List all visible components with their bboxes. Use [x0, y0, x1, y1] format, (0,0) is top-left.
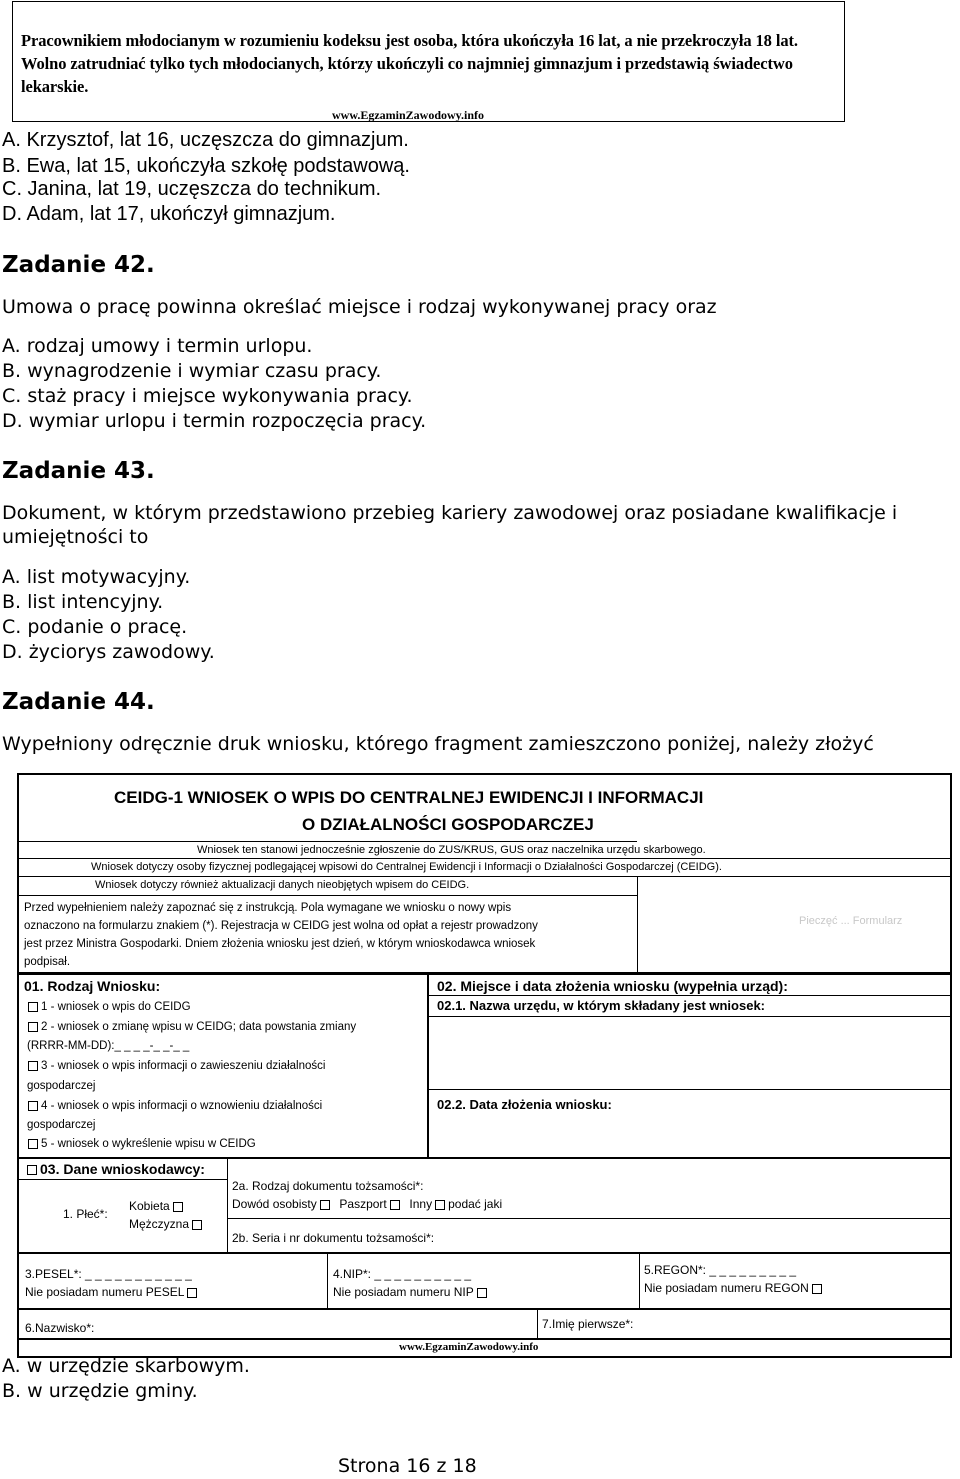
checkbox-icon [477, 1288, 487, 1298]
checkbox-icon [28, 1061, 38, 1071]
field-2a: 2a. Rodzaj dokumentu tożsamości*: [232, 1179, 424, 1193]
field-no-regon: Nie posiadam numeru REGON [644, 1281, 825, 1295]
checkbox-icon [390, 1200, 400, 1210]
option-3: 3 - wniosek o wpis informacji o zawieszeniu działalności [25, 1060, 325, 1072]
option-5: 5 - wniosek o wykreślenie wpisu w CEIDG [25, 1138, 256, 1150]
option-2: 2 - wniosek o zmianę wpisu w CEIDG; data powstania zmiany [25, 1021, 356, 1033]
field-02-1: 02.1. Nazwa urzędu, w którym składany jest wniosek: [437, 998, 766, 1013]
question-text: Umowa o pracę powinna określać miejsce i rodzaj wykonywanej pracy oraz [2, 296, 717, 318]
option-3-cont: gospodarczej [27, 1080, 96, 1092]
option-4: 4 - wniosek o wpis informacji o wznowieniu działalności [25, 1100, 322, 1112]
checkbox-icon [28, 1022, 38, 1032]
option-4-cont: gospodarczej [27, 1119, 96, 1131]
section-02-title: 02. Miejsce i data złożenia wniosku (wypełnia urząd): [437, 978, 788, 994]
answer-a: A. rodzaj umowy i termin urlopu. [2, 335, 313, 357]
answer-c: C. staż pracy i miejsce wykonywania pracy. [2, 385, 413, 407]
question-text: Wypełniony odręcznie druk wniosku, którego fragment zamieszczono poniżej, należy złożyć [2, 733, 874, 755]
answer-b: B. wynagrodzenie i wymiar czasu pracy. [2, 360, 382, 382]
page-number: Strona 16 z 18 [338, 1455, 477, 1477]
scanned-question-text: Pracownikiem młodocianym w rozumieniu kodeksu jest osoba, która ukończyła 16 lat, a nie przekroczyła 18 lat. Wolno zatrudniać tylko tych młodocianych, którzy ukończyli co najmniej gimnazjum i przedstawią świadectwo lekarskie. [21, 31, 798, 96]
field-imie: 7.Imię pierwsze*: [542, 1317, 634, 1331]
answer-a: A. Krzysztof, lat 16, uczęszcza do gimnazjum. [2, 129, 409, 151]
answer-c: C. podanie o pracę. [2, 616, 188, 638]
form-instruction: jest przez Ministra Gospodarki. Dniem złożenia wniosku jest dzień, w którym wnioskodawca wniosek [24, 938, 536, 950]
scanned-text-box [12, 1, 845, 122]
field-regon: 5.REGON*: _ _ _ _ _ _ _ _ _ [644, 1263, 797, 1277]
question-text-cont: umiejętności to [2, 526, 149, 548]
section-01-title: 01. Rodzaj Wniosku: [24, 978, 161, 994]
field-nip: 4.NIP*: _ _ _ _ _ _ _ _ _ _ [333, 1267, 472, 1281]
checkbox-icon [812, 1284, 822, 1294]
option-kobieta: Kobieta [129, 1199, 186, 1213]
form-instruction: oznaczono na formularzu znakiem (*). Rejestracja w CEIDG jest wolna od opłat a rejestr prowadzony [24, 920, 538, 932]
section-03-title: 03. Dane wnioskodawcy: [24, 1161, 205, 1177]
field-02-2: 02.2. Data złożenia wniosku: [437, 1097, 612, 1112]
answer-b: B. Ewa, lat 15, ukończyła szkołę podstawową. [2, 155, 410, 177]
option-2-date: (RRRR-MM-DD):_ _ _ _-_ _-_ _ [27, 1040, 190, 1052]
field-no-nip: Nie posiadam numeru NIP [333, 1285, 490, 1299]
question-text: Dokument, w którym przedstawiono przebieg kariery zawodowej oraz posiadane kwalifikacje i [2, 502, 898, 524]
checkbox-icon [27, 1165, 37, 1175]
checkbox-icon [187, 1288, 197, 1298]
answer-d: D. wymiar urlopu i termin rozpoczęcia pracy. [2, 410, 427, 432]
answer-d: D. Adam, lat 17, ukończył gimnazjum. [2, 203, 336, 225]
faint-stamp: Pieczęć ... Formularz [799, 915, 903, 927]
question-header: Zadanie 44. [2, 689, 155, 715]
form-note: Wniosek dotyczy również aktualizacji danych nieobjętych wpisem do CEIDG. [95, 879, 470, 891]
field-plec: 1. Płeć*: [63, 1207, 108, 1221]
option-1: 1 - wniosek o wpis do CEIDG [25, 1001, 191, 1013]
answer-a: A. w urzędzie skarbowym. [2, 1355, 250, 1377]
checkbox-icon [320, 1200, 330, 1210]
form-instruction: podpisał. [24, 956, 71, 968]
field-2b: 2b. Seria i nr dokumentu tożsamości*: [232, 1231, 435, 1245]
answer-d: D. życiorys zawodowy. [2, 641, 215, 663]
form-note: Wniosek ten stanowi jednocześnie zgłoszenie do ZUS/KRUS, GUS oraz naczelnika urzędu skarbowego. [197, 844, 706, 856]
watermark: www.EgzaminZawodowy.info [332, 108, 485, 122]
checkbox-icon [28, 1002, 38, 1012]
checkbox-icon [192, 1220, 202, 1230]
field-nazwisko: 6.Nazwisko*: [25, 1321, 95, 1335]
watermark: www.EgzaminZawodowy.info [399, 1341, 539, 1353]
ceidg-form-scan [17, 773, 952, 1358]
option-mezczyzna: Mężczyzna [129, 1217, 205, 1231]
question-header: Zadanie 42. [2, 252, 155, 278]
field-2a-options: Dowód osobisty Paszport Inny podać jaki [232, 1197, 503, 1211]
answer-b: B. w urzędzie gminy. [2, 1380, 198, 1402]
form-title: CEIDG-1 WNIOSEK O WPIS DO CENTRALNEJ EWIDENCJI I INFORMACJI [114, 788, 704, 807]
checkbox-icon [173, 1202, 183, 1212]
checkbox-icon [28, 1101, 38, 1111]
answer-c: C. Janina, lat 19, uczęszcza do technikum. [2, 178, 382, 200]
form-note: Wniosek dotyczy osoby fizycznej podlegającej wpisowi do Centralnej Ewidencji i Informacji o Działalności Gospodarczej (CEIDG). [91, 861, 722, 873]
answer-a: A. list motywacyjny. [2, 566, 191, 588]
checkbox-icon [435, 1200, 445, 1210]
answer-b: B. list intencyjny. [2, 591, 164, 613]
question-header: Zadanie 43. [2, 458, 155, 484]
form-instruction: Przed wypełnieniem należy zapoznać się z instrukcją. Pola wymagane we wniosku o nowy wpis [24, 902, 512, 914]
checkbox-icon [28, 1139, 38, 1149]
field-no-pesel: Nie posiadam numeru PESEL [25, 1285, 200, 1299]
field-pesel: 3.PESEL*: _ _ _ _ _ _ _ _ _ _ _ [25, 1267, 192, 1281]
form-title-2: O DZIAŁALNOŚCI GOSPODARCZEJ [302, 815, 594, 834]
